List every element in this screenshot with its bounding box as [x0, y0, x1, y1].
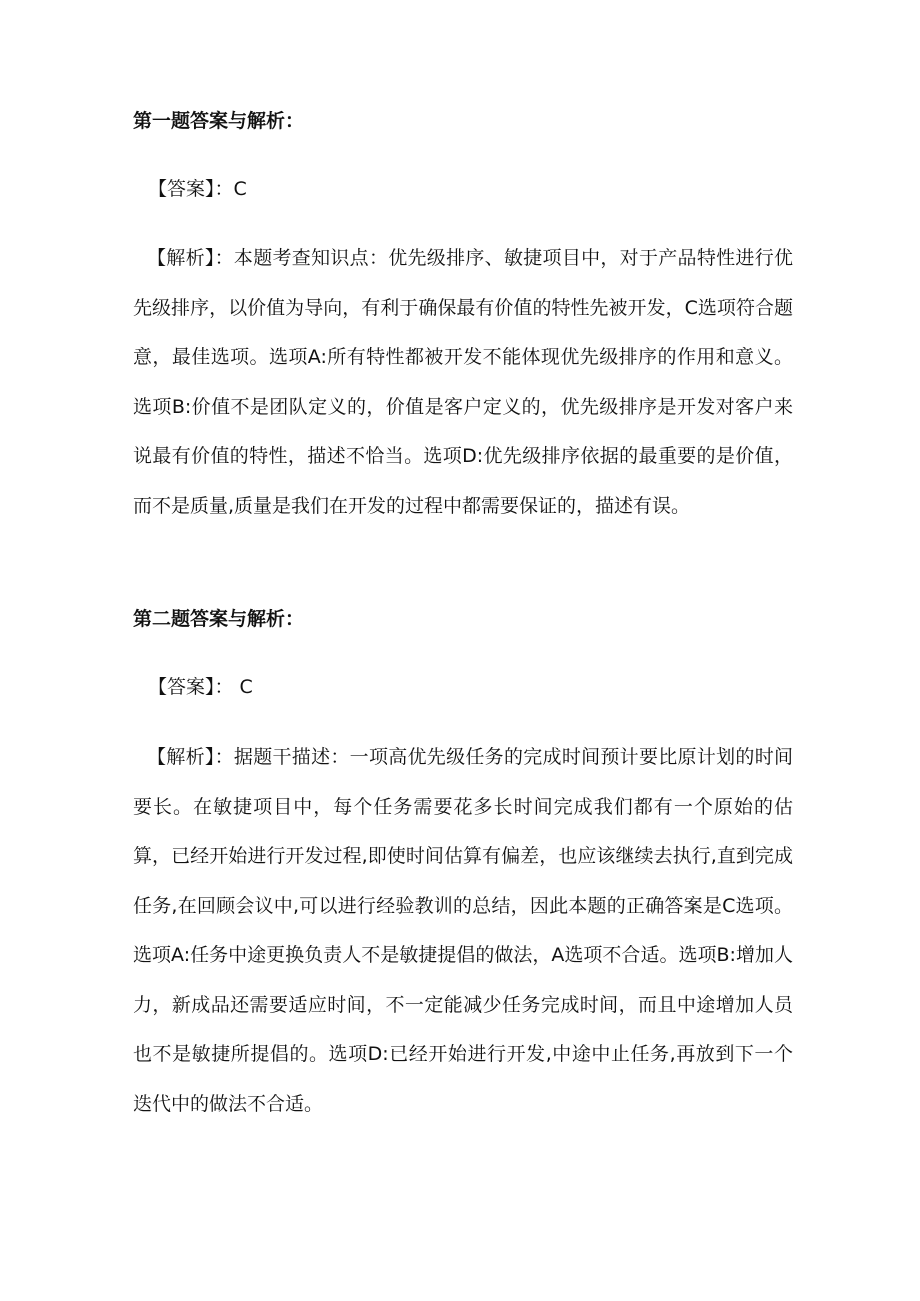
- question-2-analysis: 【解析】：据题干描述：一项高优先级任务的完成时间预计要比原计划的时间要长。在敏捷项目中，每个任务需要花多长时间完成我们都有一个原始的估算，已经开始进行开发过程,即使时间估算有偏差，也应该继续去执行,直到完成任务,在回顾会议中,可以进行经验教训的总结，因此本题的正确答案是C选项。选项A:任务中途更换负责人不是敏捷提倡的做法，A选项不合适。选项B:增加人力，新成品还需要适应时间，不一定能减少任务完成时间，而且中途增加人员也不是敏捷所提倡的。选项D:已经开始进行开发,中途中止任务,再放到下一个迭代中的做法不合适。: [133, 746, 793, 1115]
- question-2-heading: 第二题答案与解析：: [133, 608, 305, 630]
- question-1-heading: 第一题答案与解析：: [133, 110, 305, 132]
- question-1-analysis: 【解析】：本题考查知识点：优先级排序、敏捷项目中，对于产品特性进行优先级排序，以价值为导向，有利于确保最有价值的特性先被开发，C选项符合题意，最佳选项。选项A:所有特性都被开发不能体现优先级排序的作用和意义。选项B:价值不是团队定义的，价值是客户定义的，优先级排序是开发对客户来说最有价值的特性，描述不恰当。选项D:优先级排序依据的最重要的是价值，而不是质量,质量是我们在开发的过程中都需要保证的，描述有误。: [133, 247, 793, 517]
- question-2-answer: 【答案】： C: [148, 676, 253, 698]
- question-1-answer: 【答案】：C: [148, 178, 247, 200]
